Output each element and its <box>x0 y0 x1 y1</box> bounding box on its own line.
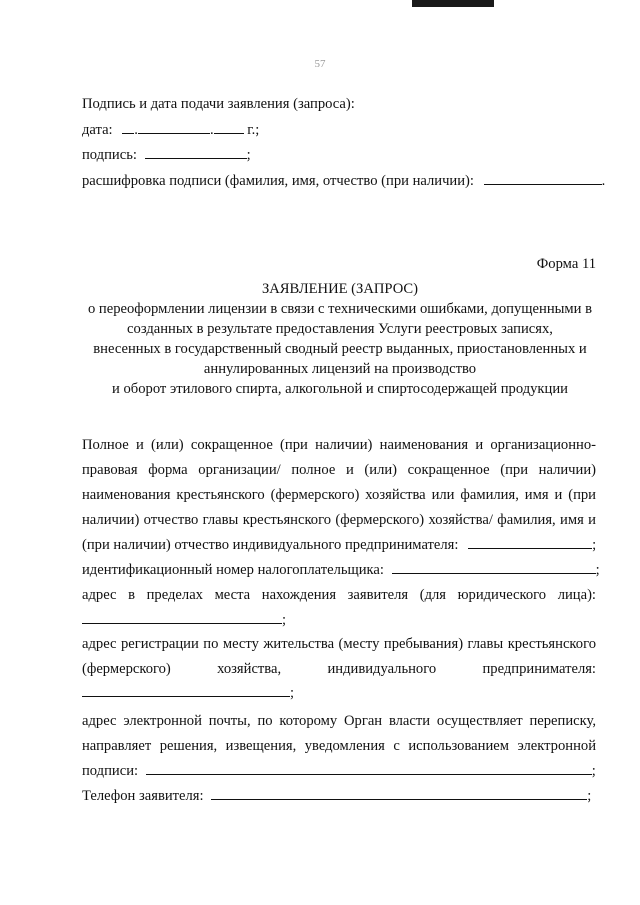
inn-field-row <box>82 561 600 579</box>
name-text-line: наименования крестьянского (фермерского) хозяйства или фамилия, имя и (при <box>82 487 596 503</box>
title-heading: ЗАЯВЛЕНИЕ (ЗАПРОС) <box>261 281 419 297</box>
signature-decoding-row: расшифровка подписи (фамилия, имя, отчество (при наличии): . <box>82 173 606 189</box>
signature-decoding-label: расшифровка подписи (фамилия, имя, отчество (при наличии): <box>82 173 474 189</box>
inn-blank[interactable] <box>392 561 596 574</box>
scan-top-mark <box>412 0 494 7</box>
legal-address-terminator: ; <box>282 612 287 628</box>
date-day-blank[interactable] <box>122 121 134 134</box>
date-year-blank[interactable] <box>214 121 244 134</box>
email-text-line: направляет решения, извещения, уведомления с использованием электронной <box>82 738 596 754</box>
name-text-line: Полное и (или) сокращенное (при наличии) наименования и организационно- <box>82 437 596 453</box>
residence-terminator: ; <box>290 685 295 701</box>
title-line: аннулированных лицензий на производство <box>203 361 477 377</box>
residence-row <box>82 684 294 702</box>
date-month-blank[interactable] <box>138 121 210 134</box>
title-line: созданных в результате предоставления Услуги реестровых записях, <box>127 321 553 337</box>
date-label: дата: <box>82 122 113 138</box>
page-number: 57 <box>314 58 326 70</box>
signature-decoding-blank[interactable] <box>484 172 602 185</box>
email-field-row <box>82 762 596 780</box>
inn-terminator: ; <box>595 562 600 578</box>
name-field-row <box>82 536 596 554</box>
name-blank[interactable] <box>468 536 592 549</box>
signature-field-row <box>82 146 251 164</box>
phone-blank[interactable] <box>211 787 587 800</box>
legal-address-row <box>82 611 286 629</box>
legal-address-label: адрес в пределах места нахождения заявителя (для юридического лица): <box>82 587 596 603</box>
phone-label: Телефон заявителя: <box>82 788 204 804</box>
document-title <box>60 279 620 399</box>
date-suffix: г.; <box>247 122 260 138</box>
form-number: Форма 11 <box>536 256 596 272</box>
title-line: внесенных в государственный сводный реестр выданных, приостановленных и <box>93 341 587 357</box>
email-blank[interactable] <box>146 762 592 775</box>
legal-address-blank[interactable] <box>82 611 282 624</box>
email-last-label: подписи: <box>82 763 139 779</box>
phone-terminator: ; <box>587 788 592 804</box>
residence-text-line: (фермерского) хозяйства, индивидуального предпринимателя: <box>82 661 596 677</box>
email-text-line: адрес электронной почты, по которому Орган власти осуществляет переписку, <box>82 713 596 729</box>
name-terminator: ; <box>592 537 597 553</box>
inn-label: идентификационный номер налогоплательщика: <box>82 562 384 578</box>
signature-terminator: ; <box>246 147 251 163</box>
signature-blank[interactable] <box>145 146 247 159</box>
name-last-label: (при наличии) отчество индивидуального предпринимателя: <box>82 537 459 553</box>
phone-field-row <box>82 787 591 805</box>
name-text-line: правовая форма организации/ полное и (или) сокращенное (при наличии) <box>82 462 596 478</box>
email-terminator: ; <box>591 763 596 779</box>
title-line: о переоформлении лицензии в связи с техническими ошибками, допущенными в <box>87 301 593 317</box>
name-text-line: наличии) отчество главы крестьянского (фермерского) хозяйства/ фамилия, имя и <box>82 512 596 528</box>
residence-blank[interactable] <box>82 684 290 697</box>
residence-text-line: адрес регистрации по месту жительства (месту пребывания) главы крестьянского <box>82 636 596 652</box>
title-line: и оборот этилового спирта, алкогольной и спиртосодержащей продукции <box>112 381 568 397</box>
signature-label: подпись: <box>82 147 137 163</box>
signature-heading: Подпись и дата подачи заявления (запроса): <box>82 96 355 112</box>
date-field-row: дата: . . г.; <box>82 122 260 138</box>
